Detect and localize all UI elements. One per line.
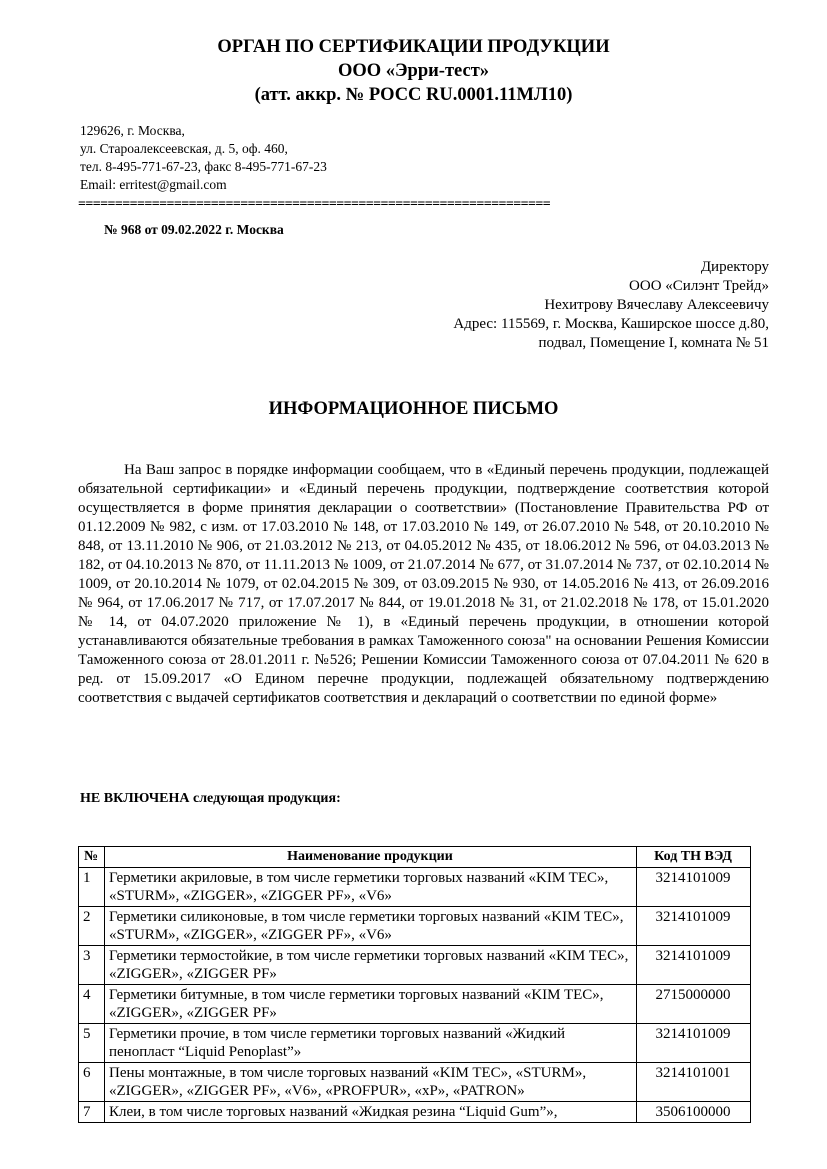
recipient-position: Директору — [700, 259, 769, 275]
issuer-address — [80, 122, 327, 194]
row-code: 3214101001 — [637, 1063, 751, 1102]
table-row — [79, 1024, 751, 1063]
separator-line: ================================================================ — [78, 197, 551, 212]
products-table — [78, 846, 751, 1123]
row-name: Пены монтажные, в том числе торговых названий «KIM TEC», «STURM», «ZIGGER», «ZIGGER PF», «V6», «PROFPUR», «xP», «PATRON» — [105, 1063, 637, 1102]
row-name: Герметики термостойкие, в том числе герметики торговых названий «KIM TEC», «ZIGGER», «ZIGGER PF» — [105, 946, 637, 985]
row-code: 3214101009 — [637, 946, 751, 985]
row-code: 3506100000 — [637, 1102, 751, 1123]
address-line: 129626, г. Москва, — [80, 123, 185, 138]
table-row — [79, 985, 751, 1024]
not-included-heading: НЕ ВКЛЮЧЕНА следующая продукция: — [80, 791, 341, 806]
col-code: Код ТН ВЭД — [637, 847, 751, 868]
row-code: 3214101009 — [637, 1024, 751, 1063]
recipient-name: Нехитрову Вячеславу Алексеевичу — [544, 297, 769, 313]
row-number: 7 — [79, 1102, 105, 1123]
recipient-block — [453, 258, 769, 353]
row-name: Герметики битумные, в том числе герметики торговых названий «KIM TEC», «ZIGGER», «ZIGGER PF» — [105, 985, 637, 1024]
address-email: Email: erritest@gmail.com — [80, 177, 227, 192]
row-number: 3 — [79, 946, 105, 985]
recipient-company: ООО «Силэнт Трейд» — [629, 278, 769, 294]
row-number: 2 — [79, 907, 105, 946]
recipient-address-2: подвал, Помещение I, комната № 51 — [538, 335, 769, 351]
recipient-address: Адрес: 115569, г. Москва, Каширское шоссе д.80, — [453, 316, 769, 332]
issuer-title: ОРГАН ПО СЕРТИФИКАЦИИ ПРОДУКЦИИ — [217, 37, 610, 57]
document-number: № 968 от 09.02.2022 г. Москва — [104, 222, 284, 237]
letter-title: ИНФОРМАЦИОННОЕ ПИСЬМО — [268, 399, 559, 419]
row-name: Герметики акриловые, в том числе герметики торговых названий «KIM TEC», «STURM», «ZIGGER», «ZIGGER PF», «V6» — [105, 868, 637, 907]
row-number: 5 — [79, 1024, 105, 1063]
row-name: Клеи, в том числе торговых названий «Жидкая резина “Liquid Gum”», — [105, 1102, 637, 1123]
row-name: Герметики прочие, в том числе герметики торговых названий «Жидкий пенопласт “Liquid Penoplast”» — [105, 1024, 637, 1063]
row-name: Герметики силиконовые, в том числе герметики торговых названий «KIM TEC», «STURM», «ZIGGER», «ZIGGER PF», «V6» — [105, 907, 637, 946]
row-code: 3214101009 — [637, 868, 751, 907]
issuer-company: ООО «Эрри-тест» — [337, 61, 490, 81]
row-code: 2715000000 — [637, 985, 751, 1024]
table-row — [79, 907, 751, 946]
table-row — [79, 1063, 751, 1102]
address-phone: тел. 8-495-771-67-23, факс 8-495-771-67-23 — [80, 159, 327, 174]
row-number: 6 — [79, 1063, 105, 1102]
letter-body: На Ваш запрос в порядке информации сообщаем, что в «Единый перечень продукции, подлежащей обязательной сертификации» и «Единый перечень продукции, подтверждение соответствия которой осуществляется в форме принятия декларации о соответствии» (Постановление Правительства РФ от 01.12.2009 № 982, с изм. от 17.03.2010 № 148, от 17.03.2010 № 149, от 26.07.2010 № 548, от 20.10.2010 № 848, от 13.11.2010 № 906, от 21.03.2012 № 213, от 04.05.2012 № 435, от 18.06.2012 № 596, от 04.03.2013 № 182, от 04.10.2013 № 870, от 11.11.2013 № 1009, от 21.07.2014 № 677, от 31.07.2014 № 737, от 02.10.2014 № 1009, от 20.10.2014 № 1079, от 02.04.2015 № 309, от 03.09.2015 № 930, от 14.05.2016 № 413, от 26.09.2016 № 964, от 17.06.2017 № 717, от 17.07.2017 № 844, от 19.01.2018 № 31, от 21.02.2018 № 178, от 15.01.2020 № 14, от 04.07.2020 приложение № 1), в «Единый перечень продукции, в отношении которой устанавливаются обязательные требования в рамках Таможенного союза" на основании Решения Комиссии Таможенного союза от 28.01.2011 г. №526; Решении Комиссии Таможенного союза от 07.04.2011 № 620 в ред. от 15.09.2017 «О Едином перечне продукции, подлежащей обязательному подтверждению соответствия с выдачей сертификатов соответствия и деклараций о соответствии по единой форме» — [78, 462, 769, 706]
table-row — [79, 946, 751, 985]
col-name: Наименование продукции — [105, 847, 637, 868]
issuer-accreditation: (атт. аккр. № РОСС RU.0001.11МЛ10) — [254, 85, 573, 105]
table-row — [79, 868, 751, 907]
row-number: 4 — [79, 985, 105, 1024]
address-line: ул. Староалексеевская, д. 5, оф. 460, — [80, 141, 288, 156]
row-code: 3214101009 — [637, 907, 751, 946]
col-number: № — [79, 847, 105, 868]
table-header-row — [79, 847, 751, 868]
row-number: 1 — [79, 868, 105, 907]
table-row — [79, 1102, 751, 1123]
